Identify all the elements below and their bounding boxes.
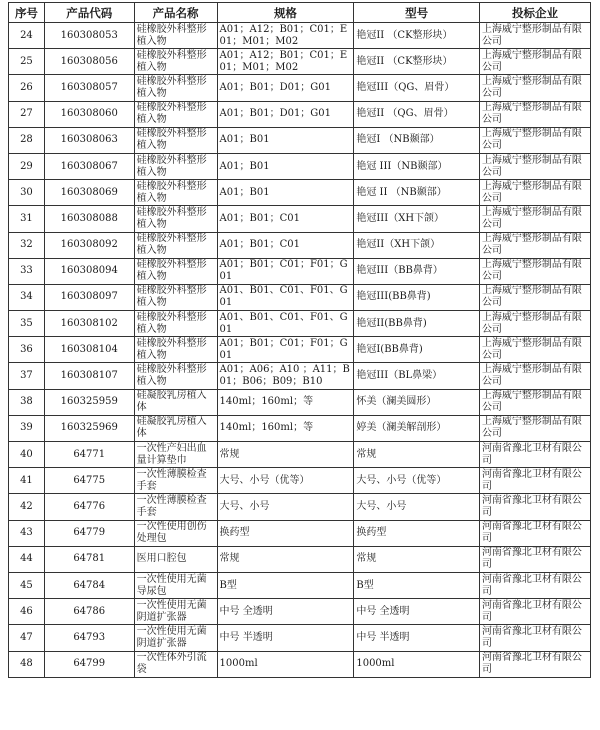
- cell-bidding-enterprise: 上海威宁整形制品有限公司: [479, 258, 590, 284]
- cell-model: 常规: [354, 546, 480, 572]
- table-row: [9, 127, 591, 153]
- cell-serial-number: 38: [9, 389, 45, 415]
- cell-model: 艳冠 III（NB颞部）: [354, 153, 480, 179]
- cell-model: 大号、小号（优等）: [354, 468, 480, 494]
- cell-product-name: 一次性薄膜检查手套: [134, 468, 217, 494]
- table-row: [9, 389, 591, 415]
- cell-specification: A01；B01；C01；F01；G01: [217, 258, 354, 284]
- cell-specification: A01；B01: [217, 153, 354, 179]
- cell-product-name: 硅橡胶外科整形植入物: [134, 232, 217, 258]
- cell-serial-number: 26: [9, 75, 45, 101]
- cell-specification: A01；B01: [217, 127, 354, 153]
- cell-product-name: 硅橡胶外科整形植入物: [134, 284, 217, 310]
- table-row: [9, 258, 591, 284]
- cell-specification: A01；B01；C01: [217, 206, 354, 232]
- cell-serial-number: 45: [9, 572, 45, 598]
- cell-serial-number: 28: [9, 127, 45, 153]
- cell-product-name: 硅橡胶外科整形植入物: [134, 23, 217, 49]
- cell-specification: 常规: [217, 442, 354, 468]
- table-row: [9, 599, 591, 625]
- cell-serial-number: 36: [9, 337, 45, 363]
- cell-specification: A01；B01；D01；G01: [217, 75, 354, 101]
- cell-product-name: 硅橡胶外科整形植入物: [134, 337, 217, 363]
- cell-bidding-enterprise: 河南省豫北卫材有限公司: [479, 546, 590, 572]
- table-row: [9, 284, 591, 310]
- cell-bidding-enterprise: 上海威宁整形制品有限公司: [479, 284, 590, 310]
- cell-specification: A01、B01、C01、F01、G01: [217, 311, 354, 337]
- cell-product-code: 160308053: [44, 23, 134, 49]
- cell-product-code: 160308057: [44, 75, 134, 101]
- cell-product-code: 64793: [44, 625, 134, 651]
- cell-product-code: 64776: [44, 494, 134, 520]
- cell-model: 婷美（澜美解剖形）: [354, 415, 480, 441]
- cell-bidding-enterprise: 上海威宁整形制品有限公司: [479, 101, 590, 127]
- header-row: [9, 3, 591, 23]
- header-specification: 规格: [217, 3, 354, 23]
- cell-model: 艳冠III（BL鼻梁）: [354, 363, 480, 389]
- cell-specification: A01；A12；B01；C01；E01；M01；M02: [217, 49, 354, 75]
- cell-bidding-enterprise: 上海威宁整形制品有限公司: [479, 337, 590, 363]
- cell-bidding-enterprise: 上海威宁整形制品有限公司: [479, 415, 590, 441]
- cell-model: 艳冠II（XH下颌）: [354, 232, 480, 258]
- table-row: [9, 572, 591, 598]
- cell-product-name: 硅橡胶外科整形植入物: [134, 311, 217, 337]
- procurement-table-page: [8, 2, 591, 728]
- cell-serial-number: 24: [9, 23, 45, 49]
- cell-model: 换药型: [354, 520, 480, 546]
- cell-bidding-enterprise: 河南省豫北卫材有限公司: [479, 442, 590, 468]
- cell-bidding-enterprise: 上海威宁整形制品有限公司: [479, 49, 590, 75]
- cell-specification: 140ml；160ml；等: [217, 389, 354, 415]
- cell-product-code: 160308069: [44, 180, 134, 206]
- cell-serial-number: 40: [9, 442, 45, 468]
- cell-bidding-enterprise: 河南省豫北卫材有限公司: [479, 625, 590, 651]
- cell-serial-number: 41: [9, 468, 45, 494]
- cell-serial-number: 43: [9, 520, 45, 546]
- cell-product-name: 硅凝胶乳房植入体: [134, 415, 217, 441]
- table-row: [9, 180, 591, 206]
- header-product-code: 产品代码: [44, 3, 134, 23]
- table-row: [9, 546, 591, 572]
- cell-specification: B型: [217, 572, 354, 598]
- cell-product-name: 硅橡胶外科整形植入物: [134, 75, 217, 101]
- cell-bidding-enterprise: 河南省豫北卫材有限公司: [479, 468, 590, 494]
- cell-serial-number: 25: [9, 49, 45, 75]
- cell-product-name: 硅橡胶外科整形植入物: [134, 363, 217, 389]
- cell-serial-number: 29: [9, 153, 45, 179]
- cell-serial-number: 34: [9, 284, 45, 310]
- table-body: [9, 23, 591, 678]
- cell-product-code: 160325959: [44, 389, 134, 415]
- table-row: [9, 468, 591, 494]
- cell-model: 艳冠II （CK整形块）: [354, 23, 480, 49]
- cell-specification: 1000ml: [217, 651, 354, 677]
- cell-model: 中号 全透明: [354, 599, 480, 625]
- table-row: [9, 415, 591, 441]
- table-row: [9, 232, 591, 258]
- table-row: [9, 311, 591, 337]
- cell-specification: A01；B01: [217, 180, 354, 206]
- cell-product-code: 160308092: [44, 232, 134, 258]
- cell-model: 1000ml: [354, 651, 480, 677]
- table-row: [9, 494, 591, 520]
- cell-model: 艳冠III（QG、眉骨）: [354, 75, 480, 101]
- cell-specification: 常规: [217, 546, 354, 572]
- cell-model: 大号、小号: [354, 494, 480, 520]
- cell-serial-number: 42: [9, 494, 45, 520]
- cell-bidding-enterprise: 上海威宁整形制品有限公司: [479, 311, 590, 337]
- cell-specification: A01；A06；A10 ；A11；B01；B06；B09；B10: [217, 363, 354, 389]
- cell-product-code: 160308056: [44, 49, 134, 75]
- cell-specification: A01、B01、C01、F01、G01: [217, 284, 354, 310]
- table-row: [9, 337, 591, 363]
- cell-bidding-enterprise: 上海威宁整形制品有限公司: [479, 75, 590, 101]
- cell-product-code: 160308107: [44, 363, 134, 389]
- cell-product-code: 160308097: [44, 284, 134, 310]
- cell-serial-number: 33: [9, 258, 45, 284]
- header-bidding-enterprise: 投标企业: [479, 3, 590, 23]
- cell-bidding-enterprise: 上海威宁整形制品有限公司: [479, 180, 590, 206]
- cell-model: 艳冠II （CK整形块）: [354, 49, 480, 75]
- table-row: [9, 75, 591, 101]
- cell-serial-number: 37: [9, 363, 45, 389]
- cell-model: 艳冠III(BB鼻背): [354, 284, 480, 310]
- cell-product-name: 硅橡胶外科整形植入物: [134, 258, 217, 284]
- table-row: [9, 651, 591, 677]
- cell-product-name: 硅橡胶外科整形植入物: [134, 206, 217, 232]
- cell-model: 艳冠 II （NB颞部）: [354, 180, 480, 206]
- cell-model: 中号 半透明: [354, 625, 480, 651]
- cell-bidding-enterprise: 上海威宁整形制品有限公司: [479, 23, 590, 49]
- cell-specification: A01；B01；D01；G01: [217, 101, 354, 127]
- table-row: [9, 101, 591, 127]
- cell-model: 艳冠I （NB颞部）: [354, 127, 480, 153]
- cell-model: 艳冠I(BB鼻背): [354, 337, 480, 363]
- cell-bidding-enterprise: 上海威宁整形制品有限公司: [479, 206, 590, 232]
- cell-model: 艳冠III（BB鼻背）: [354, 258, 480, 284]
- product-bid-table: [8, 2, 591, 678]
- cell-product-code: 64779: [44, 520, 134, 546]
- cell-product-name: 硅橡胶外科整形植入物: [134, 49, 217, 75]
- cell-model: 常规: [354, 442, 480, 468]
- cell-bidding-enterprise: 河南省豫北卫材有限公司: [479, 599, 590, 625]
- cell-product-name: 硅橡胶外科整形植入物: [134, 101, 217, 127]
- cell-bidding-enterprise: 河南省豫北卫材有限公司: [479, 572, 590, 598]
- cell-product-name: 一次性使用无菌阴道扩张器: [134, 599, 217, 625]
- cell-product-code: 160308067: [44, 153, 134, 179]
- cell-model: 艳冠II （QG、眉骨）: [354, 101, 480, 127]
- cell-product-code: 64775: [44, 468, 134, 494]
- cell-serial-number: 31: [9, 206, 45, 232]
- cell-serial-number: 47: [9, 625, 45, 651]
- table-row: [9, 49, 591, 75]
- cell-specification: 大号、小号（优等）: [217, 468, 354, 494]
- cell-product-name: 硅橡胶外科整形植入物: [134, 127, 217, 153]
- cell-specification: 中号 半透明: [217, 625, 354, 651]
- cell-product-code: 160325969: [44, 415, 134, 441]
- cell-bidding-enterprise: 河南省豫北卫材有限公司: [479, 651, 590, 677]
- cell-specification: 中号 全透明: [217, 599, 354, 625]
- cell-product-name: 一次性使用无菌导尿包: [134, 572, 217, 598]
- cell-model: 艳冠II(BB鼻背): [354, 311, 480, 337]
- cell-product-code: 64786: [44, 599, 134, 625]
- cell-product-code: 160308063: [44, 127, 134, 153]
- cell-model: 怀美（澜美圆形）: [354, 389, 480, 415]
- cell-serial-number: 30: [9, 180, 45, 206]
- cell-product-code: 64781: [44, 546, 134, 572]
- cell-product-name: 硅凝胶乳房植入体: [134, 389, 217, 415]
- header-serial-number: 序号: [9, 3, 45, 23]
- cell-serial-number: 44: [9, 546, 45, 572]
- table-row: [9, 442, 591, 468]
- table-row: [9, 23, 591, 49]
- cell-product-name: 硅橡胶外科整形植入物: [134, 180, 217, 206]
- table-row: [9, 153, 591, 179]
- cell-specification: 换药型: [217, 520, 354, 546]
- header-product-name: 产品名称: [134, 3, 217, 23]
- cell-product-code: 160308094: [44, 258, 134, 284]
- cell-specification: 140ml；160ml；等: [217, 415, 354, 441]
- cell-bidding-enterprise: 上海威宁整形制品有限公司: [479, 127, 590, 153]
- cell-product-code: 160308104: [44, 337, 134, 363]
- cell-product-name: 一次性使用无菌阴道扩张器: [134, 625, 217, 651]
- cell-specification: A01；B01；C01；F01；G01: [217, 337, 354, 363]
- table-header: [9, 3, 591, 23]
- cell-bidding-enterprise: 上海威宁整形制品有限公司: [479, 389, 590, 415]
- cell-specification: 大号、小号: [217, 494, 354, 520]
- cell-product-name: 一次性使用创伤处理包: [134, 520, 217, 546]
- cell-model: 艳冠III（XH下颌）: [354, 206, 480, 232]
- cell-serial-number: 27: [9, 101, 45, 127]
- cell-product-code: 160308102: [44, 311, 134, 337]
- cell-bidding-enterprise: 上海威宁整形制品有限公司: [479, 232, 590, 258]
- cell-product-name: 硅橡胶外科整形植入物: [134, 153, 217, 179]
- cell-product-name: 一次性产妇出血量计算垫巾: [134, 442, 217, 468]
- cell-serial-number: 32: [9, 232, 45, 258]
- cell-product-name: 一次性体外引流袋: [134, 651, 217, 677]
- cell-product-code: 160308060: [44, 101, 134, 127]
- cell-bidding-enterprise: 上海威宁整形制品有限公司: [479, 153, 590, 179]
- cell-product-code: 64784: [44, 572, 134, 598]
- table-row: [9, 363, 591, 389]
- cell-bidding-enterprise: 上海威宁整形制品有限公司: [479, 363, 590, 389]
- cell-bidding-enterprise: 河南省豫北卫材有限公司: [479, 520, 590, 546]
- cell-specification: A01；B01；C01: [217, 232, 354, 258]
- cell-serial-number: 35: [9, 311, 45, 337]
- cell-product-code: 64799: [44, 651, 134, 677]
- cell-model: B型: [354, 572, 480, 598]
- header-model: 型号: [354, 3, 480, 23]
- cell-specification: A01；A12；B01；C01；E01；M01；M02: [217, 23, 354, 49]
- table-row: [9, 206, 591, 232]
- cell-product-name: 医用口腔包: [134, 546, 217, 572]
- cell-bidding-enterprise: 河南省豫北卫材有限公司: [479, 494, 590, 520]
- cell-serial-number: 39: [9, 415, 45, 441]
- table-row: [9, 625, 591, 651]
- cell-serial-number: 46: [9, 599, 45, 625]
- cell-product-code: 64771: [44, 442, 134, 468]
- cell-product-code: 160308088: [44, 206, 134, 232]
- cell-serial-number: 48: [9, 651, 45, 677]
- cell-product-name: 一次性薄膜检查手套: [134, 494, 217, 520]
- table-row: [9, 520, 591, 546]
